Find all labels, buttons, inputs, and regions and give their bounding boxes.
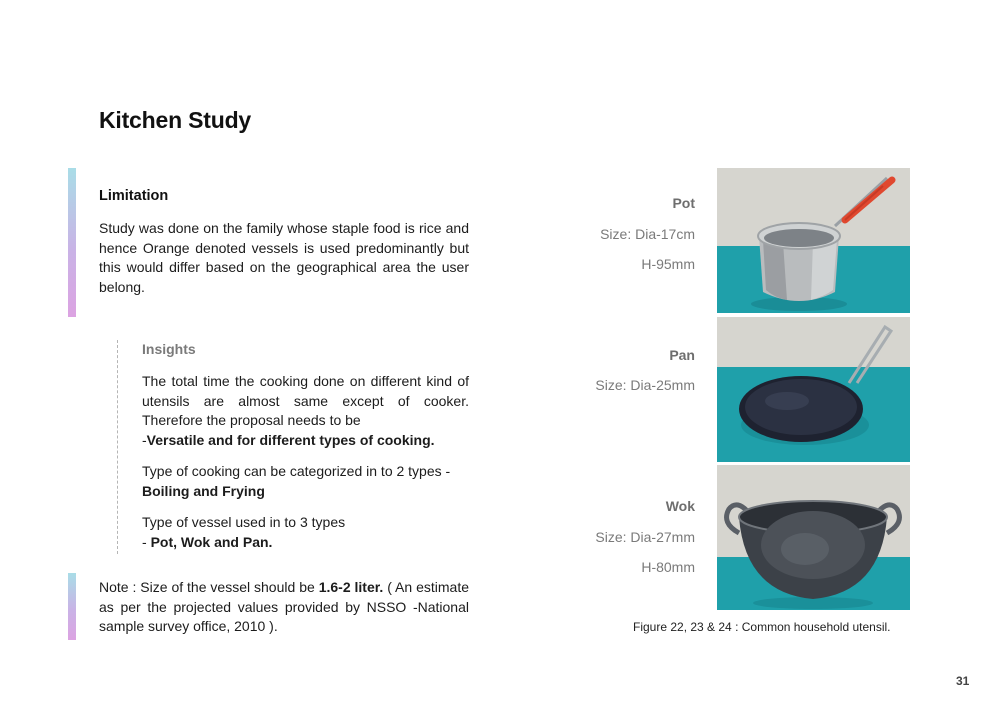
limitation-body: Study was done on the family whose staple food is rice and hence Orange denoted vessels is used predominantly but this would differ based on the geographical area the user belong. [99, 220, 469, 295]
note-text-bold: 1.6-2 liter. [318, 579, 384, 595]
insight-2-bold: Boiling and Frying [142, 482, 265, 499]
pan-photo [717, 317, 910, 462]
insight-2-text: Type of cooking can be categorized in to 2 types - [142, 463, 451, 479]
wok-photo [717, 465, 910, 610]
pot-photo [717, 168, 910, 313]
note-paragraph [99, 578, 469, 637]
insight-3-prefix: - [142, 533, 151, 550]
utensil-size-pot: Size: Dia-17cm [600, 226, 695, 242]
page-number: 31 [956, 674, 970, 688]
utensil-height-wok: H-80mm [641, 559, 695, 575]
utensil-name-pot: Pot [672, 195, 695, 211]
insight-1-text: The total time the cooking done on different kind of utensils are almost same except of cooker. Therefore the proposal needs to be [142, 373, 469, 428]
utensil-name-wok: Wok [665, 498, 695, 514]
insight-3-bold: Pot, Wok and Pan. [150, 533, 273, 550]
pot-illustration [717, 168, 910, 313]
insights-heading: Insights [142, 341, 196, 357]
note-text-before: Note : Size of the vessel should be [99, 579, 319, 595]
limitation-accent-bar [68, 168, 76, 317]
note-accent-bar [68, 573, 76, 640]
insight-1-bold: Versatile and for different types of cooking. [146, 431, 435, 448]
insight-3-text: Type of vessel used in to 3 types [142, 514, 346, 530]
insight-paragraph-1 [142, 372, 469, 450]
wok-illustration [717, 465, 910, 610]
limitation-heading: Limitation [99, 188, 169, 204]
utensil-height-pot: H-95mm [641, 256, 695, 272]
utensil-name-pan: Pan [669, 347, 695, 363]
pan-illustration [717, 317, 910, 462]
insight-1-prefix: - [142, 431, 147, 448]
insight-paragraph-2 [142, 462, 469, 501]
utensil-size-pan: Size: Dia-25mm [595, 377, 695, 393]
utensil-size-wok: Size: Dia-27mm [595, 529, 695, 545]
insight-paragraph-3 [142, 513, 469, 552]
figure-caption: Figure 22, 23 & 24 : Common household utensil. [633, 620, 891, 634]
insights-dashed-line [117, 340, 118, 554]
note-text-after: ( An estimate as per the projected values provided by NSSO -National sample survey office, 2010 ). [99, 579, 470, 634]
page-title: Kitchen Study [99, 107, 252, 133]
